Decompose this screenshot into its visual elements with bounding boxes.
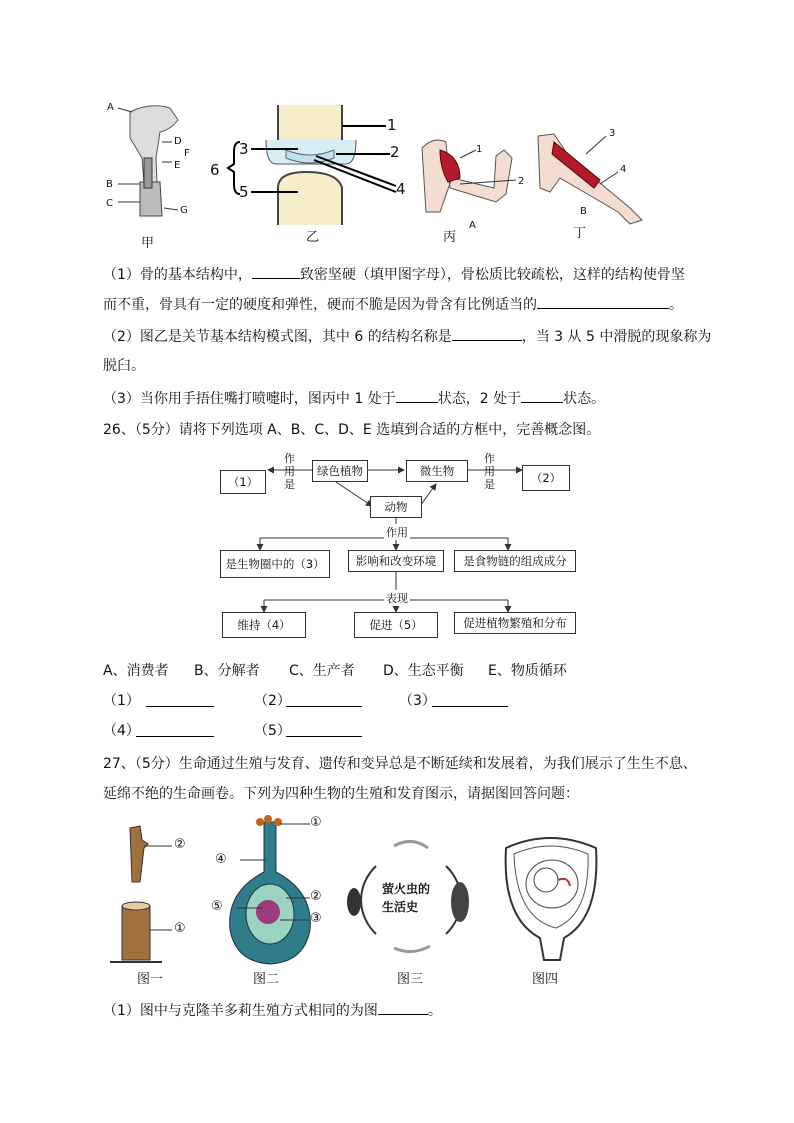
concept-plant-spread: 促进植物繁殖和分布: [454, 612, 576, 634]
fig1-caption: 图一: [137, 972, 164, 987]
jia-caption: 甲: [141, 236, 155, 251]
q26-stem: 26、（5分）请将下列选项 A、B、C、D、E 选填到合适的方框中，完善概念图。: [103, 422, 601, 438]
yi-label-2: 2: [390, 143, 400, 161]
q25-p1-cont: 而不重，骨具有一定的硬度和弹性，硬而不脆是因为骨含有比例适当的: [103, 297, 537, 313]
q25-p1-prefix: （1）骨的基本结构中，: [103, 267, 252, 283]
answer-4-label: （4）: [103, 723, 140, 739]
left-edge-char-1: 作: [284, 452, 295, 465]
jia-label-a: A: [107, 102, 114, 113]
yi-label-6: 6: [210, 161, 220, 179]
yi-caption: 乙: [306, 230, 320, 245]
option-e: E、物质循环: [488, 663, 567, 679]
fig2-caption: 图二: [253, 972, 280, 987]
fig2-label-4: ④: [215, 852, 227, 867]
q25-p2-prefix: （2）图乙是关节基本结构模式图，其中 6 的结构名称是: [103, 329, 452, 345]
yi-label-4: 4: [396, 180, 406, 198]
concept-box-5[interactable]: 促进（5）: [354, 612, 438, 638]
answer-1-label: （1）: [103, 693, 140, 709]
option-b: B、分解者: [194, 663, 260, 679]
firefly-label: 萤火虫的 生活史: [382, 882, 431, 914]
bing-label-2: 2: [518, 176, 525, 187]
ding-label-4: 4: [620, 164, 627, 175]
fig2-label-2: ②: [310, 889, 322, 904]
jia-label-c: C: [106, 198, 113, 209]
q27-p1-prefix: （1）图中与克隆羊多莉生殖方式相同的为图: [103, 1003, 378, 1019]
q25-p1-suffix: 致密坚硬（填甲图字母），骨松质比较疏松，这样的结构使骨坚: [299, 267, 685, 283]
q25-p2-end: 脱臼。: [103, 358, 145, 374]
concept-box-2[interactable]: （2）: [522, 465, 570, 491]
concept-food-chain: 是食物链的组成成分: [454, 550, 576, 572]
option-c: C、生产者: [289, 663, 355, 679]
manifest-label: 表现: [386, 592, 408, 605]
q27-stem-line2: 延绵不绝的生命画卷。下列为四种生物的生殖和发育图示，请据图回答问题：: [103, 786, 579, 802]
yi-label-3: 3: [239, 140, 249, 158]
fig1-label-2: ②: [174, 837, 186, 852]
bing-caption: 丙: [443, 230, 457, 245]
right-edge-char-2: 用: [484, 465, 495, 478]
concept-animal: 动物: [370, 496, 422, 518]
left-edge-char-2: 用: [284, 465, 295, 478]
effect-label: 作用: [386, 526, 408, 539]
q25-p3-mid: 状态，2 处于: [437, 391, 522, 407]
right-edge-label: [484, 452, 496, 491]
yi-label-1: 1: [387, 116, 397, 134]
jia-label-g: G: [180, 205, 188, 216]
jia-label-d: D: [174, 136, 182, 147]
fig3-caption: 图三: [397, 972, 424, 987]
answer-2-blank[interactable]: [286, 692, 362, 707]
left-edge-char-3: 是: [284, 478, 295, 491]
answer-1-blank[interactable]: [146, 692, 214, 707]
option-a: A、消费者: [103, 663, 169, 679]
q27-stem-line1: 27、（5分）生命通过生殖与发育、遗传和变异总是不断延续和发展着，为我们展示了生生不息、: [103, 756, 697, 772]
fig1-label-1: ①: [174, 921, 186, 936]
concept-change-environment: 影响和改变环境: [348, 550, 444, 572]
bing-label-1: 1: [476, 144, 483, 155]
concept-box-4[interactable]: 维持（4）: [222, 612, 306, 638]
fig2-label-1: ①: [310, 815, 322, 830]
answer-2-label: （2）: [254, 693, 291, 709]
answer-3-blank[interactable]: [432, 692, 508, 707]
bing-label-a: A: [469, 220, 476, 231]
answer-4-blank[interactable]: [136, 722, 214, 737]
answer-5-label: （5）: [254, 723, 291, 739]
q25-p1-end: 。: [669, 297, 683, 313]
q27-p1-end: 。: [427, 1003, 442, 1019]
q25-p3-end: 状态。: [563, 391, 606, 407]
q27-blank-1[interactable]: [378, 1000, 428, 1015]
ding-label-3: 3: [609, 128, 616, 139]
ding-caption: 丁: [573, 226, 587, 241]
yi-label-5: 5: [239, 183, 249, 201]
q27-part1: [103, 1000, 442, 1021]
jia-label-b: B: [106, 179, 113, 190]
jia-label-e: E: [174, 160, 181, 171]
answer-3-label: （3）: [399, 693, 436, 709]
fig2-label-5: ⑤: [211, 899, 223, 914]
answer-5-blank[interactable]: [286, 722, 362, 737]
concept-box-3[interactable]: 是生物圈中的（3）: [220, 550, 330, 578]
fig4-caption: 图四: [532, 972, 559, 987]
concept-box-1[interactable]: （1）: [220, 470, 266, 494]
ding-label-b: B: [580, 206, 587, 217]
right-edge-char-1: 作: [484, 452, 495, 465]
option-d: D、生态平衡: [383, 663, 464, 679]
jia-label-f: F: [184, 148, 190, 159]
right-edge-char-3: 是: [484, 478, 495, 491]
fig2-label-3: ③: [310, 911, 322, 926]
q25-p2-suffix: ，当 3 从 5 中滑脱的现象称为: [521, 329, 712, 345]
left-edge-label: [284, 452, 296, 491]
concept-green-plant: 绿色植物: [312, 460, 368, 482]
fig4-uterus-fetus: [496, 828, 606, 964]
q25-p3-prefix: （3）当你用手捂住嘴打喷嚏时，图丙中 1 处于: [103, 391, 396, 407]
concept-microbe: 微生物: [406, 460, 468, 482]
